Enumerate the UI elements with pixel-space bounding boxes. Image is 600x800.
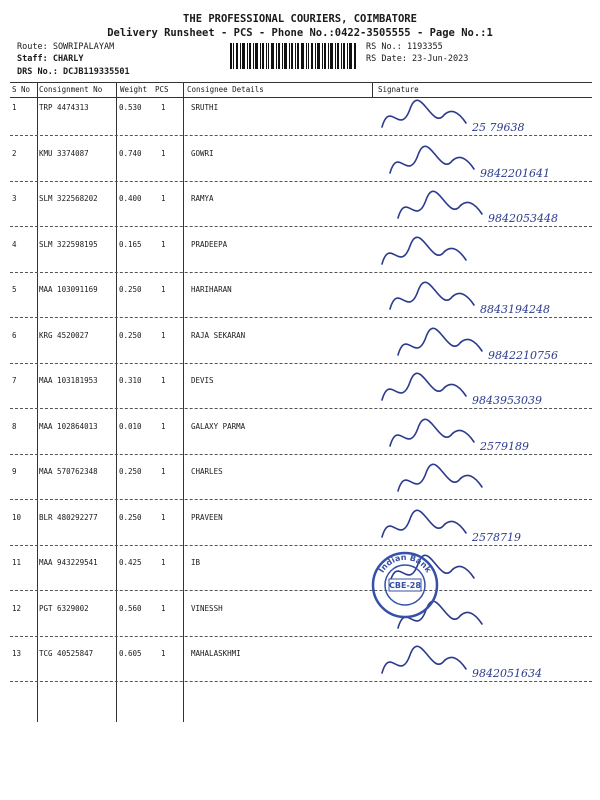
col-divider <box>116 82 117 722</box>
signature-mark <box>372 416 592 460</box>
row-sno: 6 <box>12 330 17 340</box>
col-divider <box>183 82 184 722</box>
row-consignee: RAMYA <box>191 194 214 203</box>
signature-mark <box>372 461 592 505</box>
signature-mark <box>372 234 592 278</box>
signature-mark <box>372 188 592 232</box>
row-weight: 0.740 <box>119 148 142 158</box>
row-pcs: 1 <box>161 194 166 203</box>
row-consignee: PRADEEPA <box>191 239 228 249</box>
row-pcs: 1 <box>161 603 166 613</box>
row-consignee: HARIHARAN <box>191 285 232 294</box>
route-label: Route: SOWRIPALAYAM <box>17 42 115 52</box>
signature-phone: 2578719 <box>472 530 521 544</box>
signature-phone: 9842201641 <box>480 166 550 180</box>
signature-mark <box>372 507 592 551</box>
row-consignee: VINESSH <box>191 603 223 613</box>
row-consignment: MAA 102864013 <box>39 421 98 431</box>
row-consignee: MAHALASKHMI <box>191 649 241 658</box>
row-sno: 11 <box>12 558 22 567</box>
row-consignment: PGT 6329002 <box>39 603 89 613</box>
col-pcs: PCS <box>155 85 169 94</box>
signature-phone: 8843194248 <box>480 303 550 316</box>
signature-phone: 9843953039 <box>472 394 542 407</box>
signature-mark <box>372 143 592 187</box>
row-consignee: RAJA SEKARAN <box>191 330 246 340</box>
row-sno: 8 <box>12 421 17 431</box>
row-sno: 10 <box>12 512 22 522</box>
signature-phone: 2579189 <box>480 439 529 453</box>
row-sno: 7 <box>12 376 17 385</box>
col-weight: Weight <box>120 85 148 94</box>
row-consignment: TCG 40525847 <box>39 649 94 658</box>
row-consignment: KMU 3374087 <box>39 148 89 158</box>
stamp-branch-code: CBE-28 <box>389 581 421 590</box>
rs-date: RS Date: 23-Jun-2023 <box>366 54 469 64</box>
row-pcs: 1 <box>161 239 166 249</box>
row-consignment: MAA 103181953 <box>39 376 98 385</box>
row-weight: 0.310 <box>119 376 142 385</box>
row-sno: 1 <box>12 103 17 112</box>
col-consignee: Consignee Details <box>187 85 264 94</box>
row-consignee: SRUTHI <box>191 103 219 112</box>
row-sno: 13 <box>12 649 22 658</box>
row-pcs: 1 <box>161 376 166 385</box>
row-pcs: 1 <box>161 421 166 431</box>
row-pcs: 1 <box>161 512 166 522</box>
row-pcs: 1 <box>161 330 166 340</box>
signature-mark <box>372 97 592 141</box>
document-title: THE PROFESSIONAL COURIERS, COIMBATORE <box>183 13 417 25</box>
row-consignee: GOWRI <box>191 148 214 158</box>
row-weight: 0.250 <box>119 512 142 522</box>
rs-number: RS No.: 1193355 <box>366 42 443 52</box>
row-consignment: MAA 570762348 <box>39 467 98 476</box>
row-pcs: 1 <box>161 285 166 294</box>
row-consignee: PRAVEEN <box>191 512 223 522</box>
row-consignment: KRG 4520027 <box>39 330 89 340</box>
table-header <box>10 85 592 96</box>
row-sno: 12 <box>12 603 22 613</box>
row-weight: 0.605 <box>119 649 142 658</box>
signature-mark <box>372 325 592 369</box>
row-weight: 0.530 <box>119 103 142 112</box>
row-consignee: DEVIS <box>191 376 214 385</box>
signature-mark <box>372 370 592 414</box>
row-weight: 0.010 <box>119 421 142 431</box>
row-consignee: CHARLES <box>191 467 223 476</box>
col-divider <box>37 82 38 722</box>
bank-stamp-icon <box>370 550 440 620</box>
signature-phone: 25 79638 <box>472 121 525 134</box>
signature-phone: 9842210756 <box>488 348 558 362</box>
row-weight: 0.165 <box>119 239 142 249</box>
document-subtitle: Delivery Runsheet - PCS - Phone No.:0422-3505555 - Page No.:1 <box>107 27 493 39</box>
svg-text:Indian Bank <box>377 553 433 575</box>
row-consignee: GALAXY PARMA <box>191 421 246 431</box>
row-consignee: IB <box>191 558 201 567</box>
row-pcs: 1 <box>161 103 166 112</box>
table-top-rule <box>10 82 592 83</box>
staff-label: Staff: CHARLY <box>17 54 84 64</box>
row-consignment: MAA 103091169 <box>39 285 98 294</box>
signature-mark <box>372 279 592 323</box>
row-pcs: 1 <box>161 649 166 658</box>
row-consignment: SLM 322568202 <box>39 194 98 203</box>
row-consignment: MAA 943229541 <box>39 558 98 567</box>
col-sno: S No <box>12 85 31 94</box>
signature-mark <box>372 643 592 687</box>
col-consignment: Consignment No <box>39 85 103 94</box>
row-sno: 9 <box>12 467 17 476</box>
row-weight: 0.250 <box>119 330 142 340</box>
row-pcs: 1 <box>161 558 166 567</box>
signature-phone: 9842051634 <box>472 667 542 680</box>
row-sno: 5 <box>12 285 17 294</box>
row-consignment: TRP 4474313 <box>39 103 89 112</box>
row-pcs: 1 <box>161 148 166 158</box>
row-weight: 0.425 <box>119 558 142 567</box>
drs-label: DRS No.: DCJB119335501 <box>17 67 130 77</box>
row-weight: 0.250 <box>119 285 142 294</box>
row-consignment: SLM 322598195 <box>39 239 98 249</box>
col-divider <box>372 82 373 97</box>
row-sno: 2 <box>12 148 17 158</box>
row-weight: 0.400 <box>119 194 142 203</box>
row-pcs: 1 <box>161 467 166 476</box>
stamp-bank-name: Indian Bank <box>376 552 433 575</box>
signature-phone: 9842053448 <box>488 212 558 225</box>
row-sno: 3 <box>12 194 17 203</box>
row-weight: 0.250 <box>119 467 142 476</box>
row-sno: 4 <box>12 239 17 249</box>
barcode-icon <box>230 43 356 69</box>
col-signature: Signature <box>378 85 419 94</box>
row-consignment: BLR 480292277 <box>39 512 98 522</box>
row-weight: 0.560 <box>119 603 142 613</box>
